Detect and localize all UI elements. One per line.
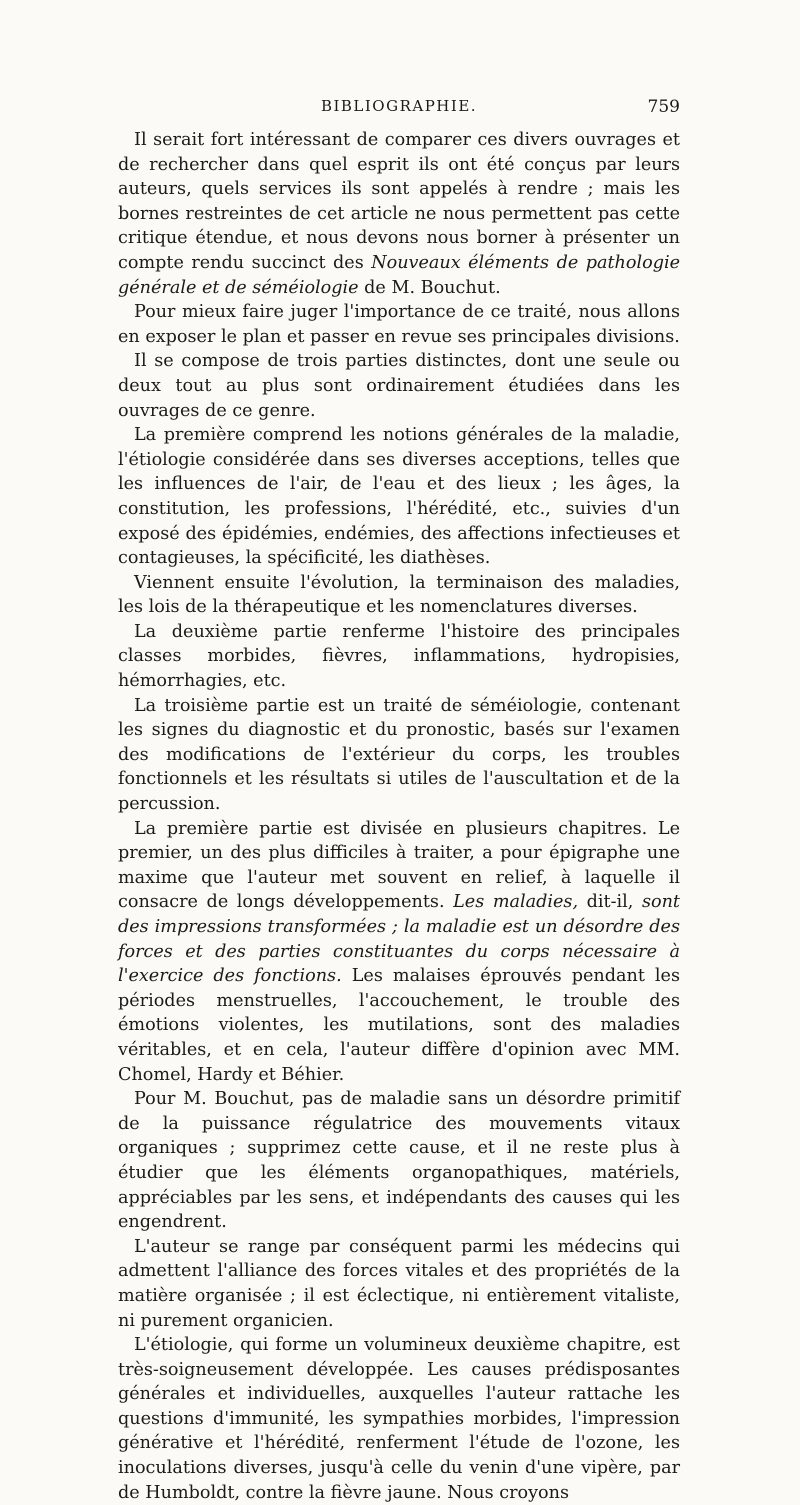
quote-italic: sont des impressions transformées ; la maladie est un désordre des forces et des parties constituantes du corps nécessaire à l'exercice des fonctions. — [118, 892, 680, 987]
paragraph-3: Il se compose de trois parties distinctes, dont une seule ou deux tout au plus sont ordinairement étudiées dans les ouvrages de ce genre. — [118, 351, 680, 421]
book-title: Nouveaux éléments de pathologie générale et de séméiologie — [118, 252, 680, 298]
quote-italic: Les maladies, — [453, 892, 579, 913]
paragraph-5: Viennent ensuite l'évolution, la terminaison des maladies, les lois de la thérapeutique et les nomenclatures diverses. — [118, 572, 680, 618]
paragraph-text: La première partie est divisée en plusieurs chapitres. Le premier, un des plus difficiles à traiter, a pour épigraphe une maxime que l'auteur met souvent en relief, à laquelle il consacre de longs développements. — [118, 818, 680, 913]
paragraph-text: de M. Bouchut. — [358, 277, 501, 298]
running-title: BIBLIOGRAPHIE. — [320, 97, 478, 115]
page-number: 759 — [647, 97, 680, 117]
paragraph-7: La troisième partie est un traité de séméiologie, contenant les signes du diagnostic et du pronostic, basés sur l'examen des modifications de l'extérieur du corps, les troubles fonctionnels et les résultats si utiles de l'auscultation et de la percussion. — [118, 695, 680, 815]
paragraph-9: Pour M. Bouchut, pas de maladie sans un désordre primitif de la puissance régulatrice des mouvements vitaux organiques ; supprimez cette cause, et il ne reste plus à étudier que les éléments organopathiques, matériels, appréciables par les sens, et indépendants des causes qui les engendrent. — [118, 1089, 680, 1233]
paragraph-text: dit-il, — [578, 892, 642, 913]
paragraph-4: La première comprend les notions générales de la maladie, l'étiologie considérée dans ses diverses acceptions, telles que les influences de l'air, de l'eau et des lieux ; les âges, la constitution, les professions, l'hérédité, etc., suivies d'un exposé des épidémies, endémies, des affections infectieuses et contagieuses, la spécificité, les diathèses. — [118, 425, 680, 569]
body-text — [118, 128, 680, 1505]
paragraph-text: Les malaises éprouvés pendant les périodes menstruelles, l'accouchement, le trouble des émotions violentes, les mutilations, sont des maladies véritables, et en cela, l'auteur diffère d'opinion avec MM. Chomel, Hardy et Béhier. — [118, 966, 680, 1085]
paragraph-2: Pour mieux faire juger l'importance de ce traité, nous allons en exposer le plan et passer en revue ses principales divisions. — [118, 302, 680, 347]
paragraph-1 — [118, 128, 680, 300]
paragraph-text: Il serait fort intéressant de comparer ces divers ouvrages et de rechercher dans quel esprit ils ont été conçus par leurs auteurs, quels services ils sont appelés à rendre ; mais les bornes restreintes de cet article ne nous permettent pas cette critique étendue, et nous devons nous borner à présenter un compte rendu succinct des — [118, 130, 680, 273]
page-header — [118, 97, 680, 125]
paragraph-6: La deuxième partie renferme l'histoire des principales classes morbides, fièvres, inflammations, hydropisies, hémorrhagies, etc. — [118, 621, 680, 692]
paragraph-11: L'étiologie, qui forme un volumineux deuxième chapitre, est très-soigneusement développée. Les causes prédisposantes générales et individuelles, auxquelles l'auteur rattache les questions d'immunité, les sympathies morbides, l'impression générative et l'hérédité, renferment l'étude de l'ozone, les inoculations diverses, jusqu'à celle du venin d'une vipère, par de Humboldt, contre la fièvre jaune. Nous croyons — [118, 1335, 680, 1503]
paragraph-8 — [118, 817, 680, 1088]
paragraph-10: L'auteur se range par conséquent parmi les médecins qui admettent l'alliance des forces vitales et des propriétés de la matière organisée ; il est éclectique, ni entièrement vitaliste, ni purement organicien. — [118, 1236, 680, 1331]
